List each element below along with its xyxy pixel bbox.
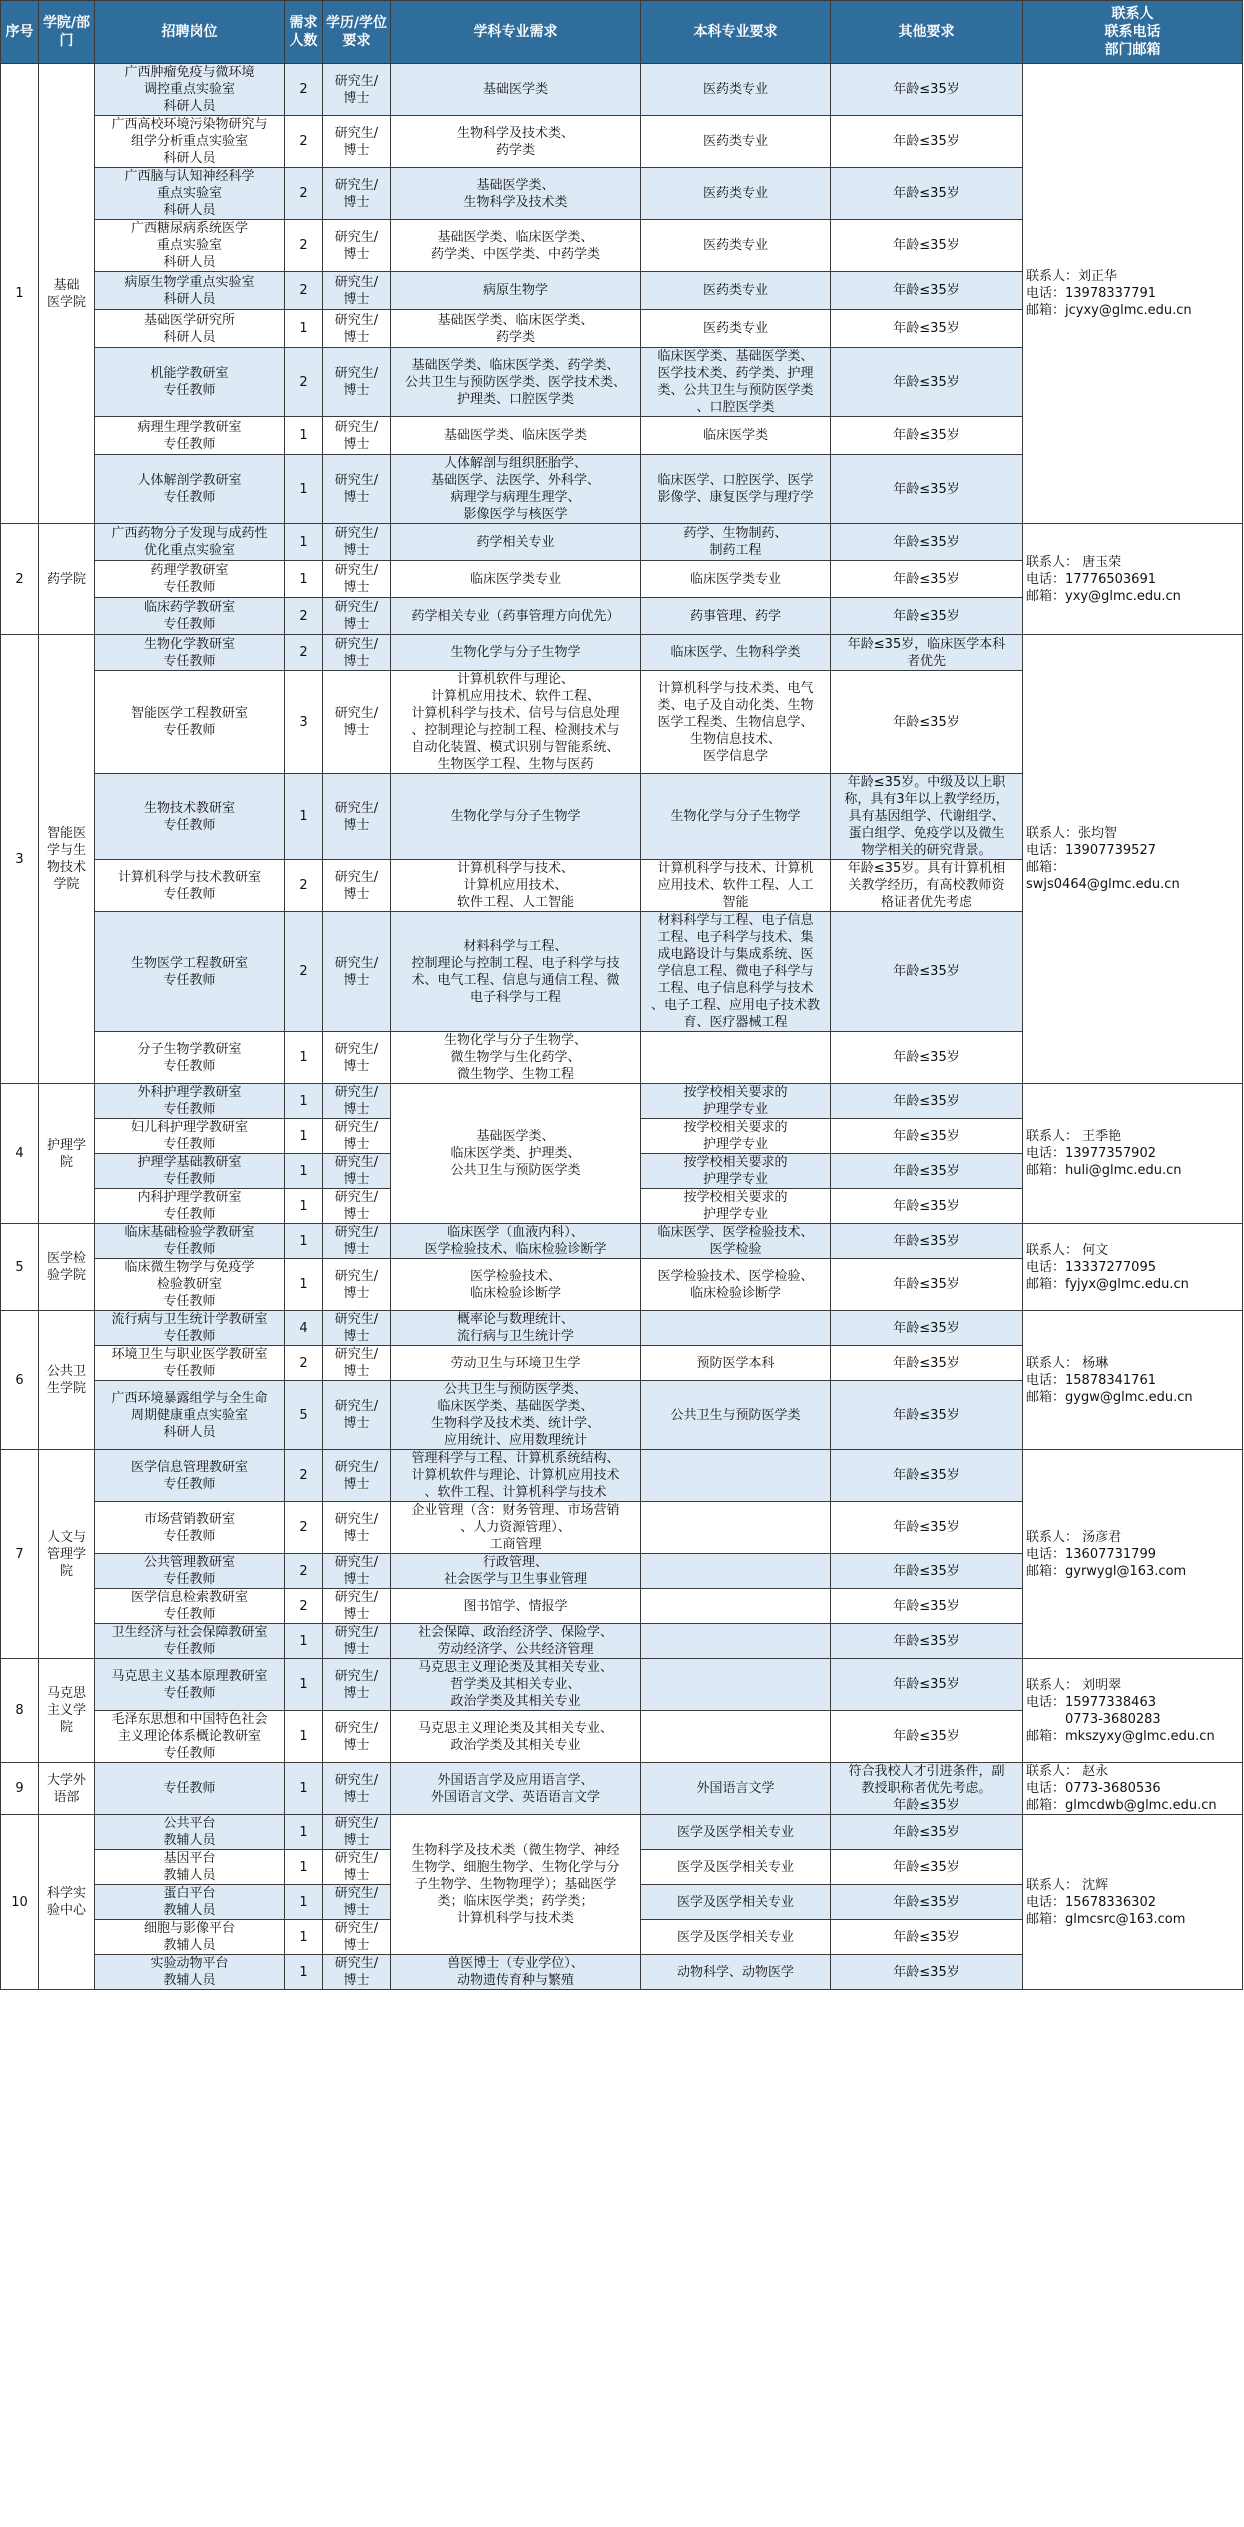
- col-header-post: 招聘岗位: [95, 1, 285, 64]
- edu-cell: 研究生/ 博士: [323, 1711, 391, 1763]
- undergrad-cell: 临床医学、医学检验技术、 医学检验: [641, 1224, 831, 1259]
- contact-cell: 联系人： 刘明翠 电话：15977338463 0773-3680283 邮箱：mkszyxy@glmc.edu.cn: [1023, 1659, 1243, 1763]
- major-cell: 医学检验技术、 临床检验诊断学: [391, 1259, 641, 1311]
- edu-cell: 研究生/ 博士: [323, 1589, 391, 1624]
- post-cell: 生物化学教研室 专任教师: [95, 635, 285, 671]
- edu-cell: 研究生/ 博士: [323, 912, 391, 1032]
- num-cell: 2: [285, 860, 323, 912]
- undergrad-cell: 临床医学类、基础医学类、 医学技术类、药学类、护理 类、公共卫生与预防医学类 、口腔医学类: [641, 348, 831, 417]
- seq-cell: 9: [1, 1763, 39, 1815]
- num-cell: 3: [285, 671, 323, 774]
- edu-cell: 研究生/ 博士: [323, 1450, 391, 1502]
- major-cell: 病原生物学: [391, 272, 641, 310]
- edu-cell: 研究生/ 博士: [323, 220, 391, 272]
- num-cell: 2: [285, 1554, 323, 1589]
- table-row: [1, 1224, 1243, 1259]
- col-header-major: 学科专业需求: [391, 1, 641, 64]
- undergrad-cell: 临床医学类: [641, 417, 831, 455]
- other-cell: 年龄≤35岁: [831, 1084, 1023, 1119]
- major-cell: 材料科学与工程、 控制理论与控制工程、电子科学与技 术、电气工程、信息与通信工程、微 电子科学与工程: [391, 912, 641, 1032]
- post-cell: 基因平台 教辅人员: [95, 1850, 285, 1885]
- post-cell: 公共平台 教辅人员: [95, 1815, 285, 1850]
- post-cell: 广西高校环境污染物研究与 组学分析重点实验室 科研人员: [95, 116, 285, 168]
- post-cell: 蛋白平台 教辅人员: [95, 1885, 285, 1920]
- undergrad-cell: 材料科学与工程、电子信息 工程、电子科学与技术、集 成电路设计与集成系统、医 学信息工程、微电子科学与 工程、电子信息科学与技术 、电子工程、应用电子技术教 育、医疗器械工程: [641, 912, 831, 1032]
- other-cell: 年龄≤35岁: [831, 1885, 1023, 1920]
- major-cell: 基础医学类、临床医学类: [391, 417, 641, 455]
- seq-cell: 10: [1, 1815, 39, 1990]
- college-cell: 马克思 主义学 院: [39, 1659, 95, 1763]
- edu-cell: 研究生/ 博士: [323, 1381, 391, 1450]
- num-cell: 1: [285, 1659, 323, 1711]
- num-cell: 1: [285, 1885, 323, 1920]
- undergrad-cell: 临床医学、生物科学类: [641, 635, 831, 671]
- post-cell: 医学信息检索教研室 专任教师: [95, 1589, 285, 1624]
- undergrad-cell: 医药类专业: [641, 272, 831, 310]
- major-cell: 劳动卫生与环境卫生学: [391, 1346, 641, 1381]
- undergrad-cell: 临床医学类专业: [641, 561, 831, 598]
- major-cell: 计算机科学与技术、 计算机应用技术、 软件工程、人工智能: [391, 860, 641, 912]
- other-cell: 年龄≤35岁: [831, 1659, 1023, 1711]
- col-header-college: 学院/部门: [39, 1, 95, 64]
- major-cell: 基础医学类、临床医学类、 药学类、中医学类、中药学类: [391, 220, 641, 272]
- other-cell: 年龄≤35岁: [831, 671, 1023, 774]
- undergrad-cell: 预防医学本科: [641, 1346, 831, 1381]
- other-cell: 年龄≤35岁: [831, 310, 1023, 348]
- edu-cell: 研究生/ 博士: [323, 561, 391, 598]
- num-cell: 1: [285, 561, 323, 598]
- other-cell: 年龄≤35岁: [831, 1259, 1023, 1311]
- num-cell: 1: [285, 1763, 323, 1815]
- other-cell: 年龄≤35岁，临床医学本科 者优先: [831, 635, 1023, 671]
- post-cell: 临床基础检验学教研室 专任教师: [95, 1224, 285, 1259]
- seq-cell: 5: [1, 1224, 39, 1311]
- major-cell: 药学相关专业: [391, 524, 641, 561]
- college-cell: 护理学 院: [39, 1084, 95, 1224]
- major-cell: 基础医学类、临床医学类、 药学类: [391, 310, 641, 348]
- other-cell: 年龄≤35岁。中级及以上职 称，具有3年以上教学经历， 具有基因组学、代谢组学、 蛋白组学、免疫学以及微生 物学相关的研究背景。: [831, 774, 1023, 860]
- other-cell: 年龄≤35岁: [831, 455, 1023, 524]
- edu-cell: 研究生/ 博士: [323, 1346, 391, 1381]
- col-header-other: 其他要求: [831, 1, 1023, 64]
- table-row: [1, 1084, 1243, 1119]
- other-cell: 年龄≤35岁: [831, 1624, 1023, 1659]
- post-cell: 细胞与影像平台 教辅人员: [95, 1920, 285, 1955]
- college-cell: 公共卫 生学院: [39, 1311, 95, 1450]
- num-cell: 1: [285, 1624, 323, 1659]
- undergrad-cell: 计算机科学与技术类、电气 类、电子及自动化类、生物 医学工程类、生物信息学、 生物信息技术、 医学信息学: [641, 671, 831, 774]
- num-cell: 1: [285, 1154, 323, 1189]
- college-cell: 科学实 验中心: [39, 1815, 95, 1990]
- num-cell: 1: [285, 1711, 323, 1763]
- major-cell: 基础医学类: [391, 64, 641, 116]
- major-cell: 人体解剖与组织胚胎学、 基础医学、法医学、外科学、 病理学与病理生理学、 影像医学与核医学: [391, 455, 641, 524]
- other-cell: 年龄≤35岁: [831, 1850, 1023, 1885]
- table-row: [1, 64, 1243, 116]
- undergrad-cell: 药学、生物制药、 制药工程: [641, 524, 831, 561]
- undergrad-cell: 医学及医学相关专业: [641, 1850, 831, 1885]
- undergrad-cell: [641, 1589, 831, 1624]
- other-cell: 年龄≤35岁: [831, 561, 1023, 598]
- seq-cell: 3: [1, 635, 39, 1084]
- table-row: [1, 1311, 1243, 1346]
- post-cell: 实验动物平台 教辅人员: [95, 1955, 285, 1990]
- num-cell: 2: [285, 220, 323, 272]
- table-row: [1, 1815, 1243, 1850]
- post-cell: 计算机科学与技术教研室 专任教师: [95, 860, 285, 912]
- other-cell: 年龄≤35岁: [831, 1502, 1023, 1554]
- post-cell: 妇儿科护理学教研室 专任教师: [95, 1119, 285, 1154]
- other-cell: 年龄≤35岁: [831, 1381, 1023, 1450]
- post-cell: 广西药物分子发现与成药性 优化重点实验室: [95, 524, 285, 561]
- num-cell: 1: [285, 1920, 323, 1955]
- col-header-edu: 学历/学位要求: [323, 1, 391, 64]
- post-cell: 基础医学研究所 科研人员: [95, 310, 285, 348]
- major-cell: 兽医博士（专业学位）、 动物遗传育种与繁殖: [391, 1955, 641, 1990]
- undergrad-cell: [641, 1711, 831, 1763]
- contact-cell: 联系人： 汤彦君 电话：13607731799 邮箱：gyrwygl@163.com: [1023, 1450, 1243, 1659]
- college-cell: 大学外 语部: [39, 1763, 95, 1815]
- num-cell: 1: [285, 1850, 323, 1885]
- college-cell: 医学检 验学院: [39, 1224, 95, 1311]
- col-header-num: 需求人数: [285, 1, 323, 64]
- edu-cell: 研究生/ 博士: [323, 1554, 391, 1589]
- post-cell: 流行病与卫生统计学教研室 专任教师: [95, 1311, 285, 1346]
- other-cell: 年龄≤35岁: [831, 220, 1023, 272]
- num-cell: 1: [285, 455, 323, 524]
- other-cell: 年龄≤35岁: [831, 1224, 1023, 1259]
- major-cell: 生物化学与分子生物学: [391, 635, 641, 671]
- edu-cell: 研究生/ 博士: [323, 1763, 391, 1815]
- undergrad-cell: 按学校相关要求的 护理学专业: [641, 1084, 831, 1119]
- edu-cell: 研究生/ 博士: [323, 310, 391, 348]
- undergrad-cell: 外国语言文学: [641, 1763, 831, 1815]
- undergrad-cell: 按学校相关要求的 护理学专业: [641, 1154, 831, 1189]
- num-cell: 1: [285, 524, 323, 561]
- num-cell: 2: [285, 272, 323, 310]
- table-row: [1, 1659, 1243, 1711]
- other-cell: 年龄≤35岁: [831, 116, 1023, 168]
- post-cell: 毛泽东思想和中国特色社会 主义理论体系概论教研室 专任教师: [95, 1711, 285, 1763]
- edu-cell: 研究生/ 博士: [323, 1154, 391, 1189]
- num-cell: 2: [285, 1502, 323, 1554]
- table-row: [1, 524, 1243, 561]
- college-cell: 基础 医学院: [39, 64, 95, 524]
- post-cell: 生物医学工程教研室 专任教师: [95, 912, 285, 1032]
- contact-cell: 联系人： 赵永 电话：0773-3680536 邮箱：glmcdwb@glmc.edu.cn: [1023, 1763, 1243, 1815]
- seq-cell: 6: [1, 1311, 39, 1450]
- undergrad-cell: 生物化学与分子生物学: [641, 774, 831, 860]
- edu-cell: 研究生/ 博士: [323, 598, 391, 635]
- contact-cell: 联系人： 王季艳 电话：13977357902 邮箱：huli@glmc.edu.cn: [1023, 1084, 1243, 1224]
- major-cell: 概率论与数理统计、 流行病与卫生统计学: [391, 1311, 641, 1346]
- post-cell: 护理学基础教研室 专任教师: [95, 1154, 285, 1189]
- post-cell: 专任教师: [95, 1763, 285, 1815]
- num-cell: 1: [285, 1955, 323, 1990]
- college-cell: 药学院: [39, 524, 95, 635]
- major-cell-shared: 基础医学类、 临床医学类、护理类、 公共卫生与预防医学类: [391, 1084, 641, 1224]
- num-cell: 2: [285, 1450, 323, 1502]
- table-row: [1, 1763, 1243, 1815]
- post-cell: 环境卫生与职业医学教研室 专任教师: [95, 1346, 285, 1381]
- major-cell: 临床医学类专业: [391, 561, 641, 598]
- edu-cell: 研究生/ 博士: [323, 1189, 391, 1224]
- other-cell: 年龄≤35岁: [831, 524, 1023, 561]
- num-cell: 1: [285, 1032, 323, 1084]
- major-cell: 基础医学类、临床医学类、药学类、 公共卫生与预防医学类、医学技术类、 护理类、口腔医学类: [391, 348, 641, 417]
- major-cell: 药学相关专业（药事管理方向优先）: [391, 598, 641, 635]
- post-cell: 广西脑与认知神经科学 重点实验室 科研人员: [95, 168, 285, 220]
- edu-cell: 研究生/ 博士: [323, 1885, 391, 1920]
- undergrad-cell: 按学校相关要求的 护理学专业: [641, 1119, 831, 1154]
- post-cell: 医学信息管理教研室 专任教师: [95, 1450, 285, 1502]
- post-cell: 病原生物学重点实验室 科研人员: [95, 272, 285, 310]
- edu-cell: 研究生/ 博士: [323, 1084, 391, 1119]
- other-cell: 年龄≤35岁: [831, 1589, 1023, 1624]
- edu-cell: 研究生/ 博士: [323, 168, 391, 220]
- edu-cell: 研究生/ 博士: [323, 348, 391, 417]
- other-cell: 符合我校人才引进条件，副 教授职称者优先考虑。 年龄≤35岁: [831, 1763, 1023, 1815]
- edu-cell: 研究生/ 博士: [323, 455, 391, 524]
- num-cell: 2: [285, 635, 323, 671]
- college-cell: 智能医 学与生 物技术 学院: [39, 635, 95, 1084]
- num-cell: 1: [285, 1189, 323, 1224]
- other-cell: 年龄≤35岁: [831, 1311, 1023, 1346]
- num-cell: 5: [285, 1381, 323, 1450]
- other-cell: 年龄≤35岁: [831, 1920, 1023, 1955]
- post-cell: 智能医学工程教研室 专任教师: [95, 671, 285, 774]
- major-cell: 生物科学及技术类、 药学类: [391, 116, 641, 168]
- major-cell: 马克思主义理论类及其相关专业、 政治学类及其相关专业: [391, 1711, 641, 1763]
- undergrad-cell: 计算机科学与技术、计算机 应用技术、软件工程、人工 智能: [641, 860, 831, 912]
- post-cell: 广西糖尿病系统医学 重点实验室 科研人员: [95, 220, 285, 272]
- undergrad-cell: 医学及医学相关专业: [641, 1885, 831, 1920]
- undergrad-cell: 医药类专业: [641, 168, 831, 220]
- other-cell: 年龄≤35岁: [831, 64, 1023, 116]
- major-cell: 生物化学与分子生物学、 微生物学与生化药学、 微生物学、生物工程: [391, 1032, 641, 1084]
- post-cell: 内科护理学教研室 专任教师: [95, 1189, 285, 1224]
- major-cell: 公共卫生与预防医学类、 临床医学类、基础医学类、 生物科学及技术类、统计学、 应用统计、应用数理统计: [391, 1381, 641, 1450]
- col-header-seq: 序号: [1, 1, 39, 64]
- edu-cell: 研究生/ 博士: [323, 1624, 391, 1659]
- other-cell: 年龄≤35岁: [831, 1189, 1023, 1224]
- major-cell: 马克思主义理论类及其相关专业、 哲学类及其相关专业、 政治学类及其相关专业: [391, 1659, 641, 1711]
- major-cell-shared: 生物科学及技术类（微生物学、神经 生物学、细胞生物学、生物化学与分 子生物学、生物物理学）；基础医学 类；临床医学类；药学类； 计算机科学与技术类: [391, 1815, 641, 1955]
- edu-cell: 研究生/ 博士: [323, 1955, 391, 1990]
- edu-cell: 研究生/ 博士: [323, 860, 391, 912]
- other-cell: 年龄≤35岁: [831, 912, 1023, 1032]
- edu-cell: 研究生/ 博士: [323, 671, 391, 774]
- undergrad-cell: 医药类专业: [641, 310, 831, 348]
- edu-cell: 研究生/ 博士: [323, 1311, 391, 1346]
- undergrad-cell: [641, 1450, 831, 1502]
- edu-cell: 研究生/ 博士: [323, 1119, 391, 1154]
- undergrad-cell: 按学校相关要求的 护理学专业: [641, 1189, 831, 1224]
- post-cell: 广西环境暴露组学与全生命 周期健康重点实验室 科研人员: [95, 1381, 285, 1450]
- undergrad-cell: 公共卫生与预防医学类: [641, 1381, 831, 1450]
- num-cell: 1: [285, 774, 323, 860]
- other-cell: 年龄≤35岁: [831, 1955, 1023, 1990]
- num-cell: 2: [285, 64, 323, 116]
- other-cell: 年龄≤35岁: [831, 1815, 1023, 1850]
- contact-cell: 联系人： 杨琳 电话：15878341761 邮箱：gygw@glmc.edu.cn: [1023, 1311, 1243, 1450]
- major-cell: 计算机软件与理论、 计算机应用技术、软件工程、 计算机科学与技术、信号与信息处理 、控制理论与控制工程、检测技术与 自动化装置、模式识别与智能系统、 生物医学工程、生物与医药: [391, 671, 641, 774]
- edu-cell: 研究生/ 博士: [323, 1259, 391, 1311]
- header-row: [1, 1, 1243, 64]
- num-cell: 1: [285, 1119, 323, 1154]
- num-cell: 1: [285, 310, 323, 348]
- edu-cell: 研究生/ 博士: [323, 1850, 391, 1885]
- post-cell: 生物技术教研室 专任教师: [95, 774, 285, 860]
- col-header-contact: 联系人 联系电话 部门邮箱: [1023, 1, 1243, 64]
- other-cell: 年龄≤35岁: [831, 168, 1023, 220]
- post-cell: 市场营销教研室 专任教师: [95, 1502, 285, 1554]
- num-cell: 1: [285, 1084, 323, 1119]
- other-cell: 年龄≤35岁: [831, 598, 1023, 635]
- num-cell: 2: [285, 116, 323, 168]
- major-cell: 临床医学（血液内科）、 医学检验技术、临床检验诊断学: [391, 1224, 641, 1259]
- other-cell: 年龄≤35岁: [831, 1119, 1023, 1154]
- major-cell: 基础医学类、 生物科学及技术类: [391, 168, 641, 220]
- undergrad-cell: 医学检验技术、医学检验、 临床检验诊断学: [641, 1259, 831, 1311]
- edu-cell: 研究生/ 博士: [323, 524, 391, 561]
- other-cell: 年龄≤35岁。具有计算机相 关教学经历，有高校教师资 格证者优先考虑: [831, 860, 1023, 912]
- num-cell: 4: [285, 1311, 323, 1346]
- other-cell: 年龄≤35岁: [831, 1554, 1023, 1589]
- seq-cell: 4: [1, 1084, 39, 1224]
- num-cell: 2: [285, 168, 323, 220]
- major-cell: 管理科学与工程、计算机系统结构、 计算机软件与理论、计算机应用技术 、软件工程、计算机科学与技术: [391, 1450, 641, 1502]
- major-cell: 社会保障、政治经济学、保险学、 劳动经济学、公共经济管理: [391, 1624, 641, 1659]
- post-cell: 外科护理学教研室 专任教师: [95, 1084, 285, 1119]
- seq-cell: 7: [1, 1450, 39, 1659]
- seq-cell: 1: [1, 64, 39, 524]
- post-cell: 马克思主义基本原理教研室 专任教师: [95, 1659, 285, 1711]
- post-cell: 机能学教研室 专任教师: [95, 348, 285, 417]
- other-cell: 年龄≤35岁: [831, 1450, 1023, 1502]
- undergrad-cell: 医学及医学相关专业: [641, 1815, 831, 1850]
- num-cell: 2: [285, 912, 323, 1032]
- post-cell: 分子生物学教研室 专任教师: [95, 1032, 285, 1084]
- edu-cell: 研究生/ 博士: [323, 1224, 391, 1259]
- num-cell: 1: [285, 1224, 323, 1259]
- contact-cell: 联系人： 何文 电话：13337277095 邮箱：fyjyx@glmc.edu.cn: [1023, 1224, 1243, 1311]
- other-cell: 年龄≤35岁: [831, 417, 1023, 455]
- edu-cell: 研究生/ 博士: [323, 272, 391, 310]
- major-cell: 企业管理（含：财务管理、市场营销 、人力资源管理）、 工商管理: [391, 1502, 641, 1554]
- undergrad-cell: 动物科学、动物医学: [641, 1955, 831, 1990]
- major-cell: 生物化学与分子生物学: [391, 774, 641, 860]
- num-cell: 1: [285, 417, 323, 455]
- other-cell: 年龄≤35岁: [831, 1346, 1023, 1381]
- post-cell: 临床微生物学与免疫学 检验教研室 专任教师: [95, 1259, 285, 1311]
- undergrad-cell: 医学及医学相关专业: [641, 1920, 831, 1955]
- contact-cell: 联系人：张均智 电话：13907739527 邮箱： swjs0464@glmc.edu.cn: [1023, 635, 1243, 1084]
- undergrad-cell: [641, 1659, 831, 1711]
- undergrad-cell: [641, 1311, 831, 1346]
- post-cell: 公共管理教研室 专任教师: [95, 1554, 285, 1589]
- other-cell: 年龄≤35岁: [831, 1711, 1023, 1763]
- edu-cell: 研究生/ 博士: [323, 1815, 391, 1850]
- post-cell: 人体解剖学教研室 专任教师: [95, 455, 285, 524]
- edu-cell: 研究生/ 博士: [323, 1659, 391, 1711]
- undergrad-cell: [641, 1554, 831, 1589]
- undergrad-cell: 医药类专业: [641, 220, 831, 272]
- num-cell: 1: [285, 1815, 323, 1850]
- undergrad-cell: 临床医学、口腔医学、医学 影像学、康复医学与理疗学: [641, 455, 831, 524]
- post-cell: 广西肿瘤免疫与微环境 调控重点实验室 科研人员: [95, 64, 285, 116]
- table-row: [1, 635, 1243, 671]
- other-cell: 年龄≤35岁: [831, 1032, 1023, 1084]
- post-cell: 药理学教研室 专任教师: [95, 561, 285, 598]
- edu-cell: 研究生/ 博士: [323, 64, 391, 116]
- edu-cell: 研究生/ 博士: [323, 116, 391, 168]
- edu-cell: 研究生/ 博士: [323, 1920, 391, 1955]
- num-cell: 2: [285, 598, 323, 635]
- seq-cell: 8: [1, 1659, 39, 1763]
- edu-cell: 研究生/ 博士: [323, 635, 391, 671]
- undergrad-cell: 医药类专业: [641, 64, 831, 116]
- post-cell: 临床药学教研室 专任教师: [95, 598, 285, 635]
- num-cell: 2: [285, 1346, 323, 1381]
- other-cell: 年龄≤35岁: [831, 272, 1023, 310]
- undergrad-cell: [641, 1502, 831, 1554]
- col-header-undergrad: 本科专业要求: [641, 1, 831, 64]
- major-cell: 图书馆学、情报学: [391, 1589, 641, 1624]
- num-cell: 2: [285, 1589, 323, 1624]
- num-cell: 1: [285, 1259, 323, 1311]
- contact-cell: 联系人：刘正华 电话：13978337791 邮箱：jcyxy@glmc.edu.cn: [1023, 64, 1243, 524]
- contact-cell: 联系人： 沈辉 电话：15678336302 邮箱：glmcsrc@163.com: [1023, 1815, 1243, 1990]
- undergrad-cell: [641, 1624, 831, 1659]
- edu-cell: 研究生/ 博士: [323, 774, 391, 860]
- seq-cell: 2: [1, 524, 39, 635]
- edu-cell: 研究生/ 博士: [323, 1032, 391, 1084]
- post-cell: 卫生经济与社会保障教研室 专任教师: [95, 1624, 285, 1659]
- other-cell: 年龄≤35岁: [831, 1154, 1023, 1189]
- num-cell: 2: [285, 348, 323, 417]
- undergrad-cell: [641, 1032, 831, 1084]
- edu-cell: 研究生/ 博士: [323, 417, 391, 455]
- college-cell: 人文与 管理学 院: [39, 1450, 95, 1659]
- contact-cell: 联系人： 唐玉荣 电话：17776503691 邮箱：yxy@glmc.edu.cn: [1023, 524, 1243, 635]
- other-cell: 年龄≤35岁: [831, 348, 1023, 417]
- undergrad-cell: 药事管理、药学: [641, 598, 831, 635]
- post-cell: 病理生理学教研室 专任教师: [95, 417, 285, 455]
- major-cell: 行政管理、 社会医学与卫生事业管理: [391, 1554, 641, 1589]
- undergrad-cell: 医药类专业: [641, 116, 831, 168]
- edu-cell: 研究生/ 博士: [323, 1502, 391, 1554]
- major-cell: 外国语言学及应用语言学、 外国语言文学、英语语言文学: [391, 1763, 641, 1815]
- table-row: [1, 1450, 1243, 1502]
